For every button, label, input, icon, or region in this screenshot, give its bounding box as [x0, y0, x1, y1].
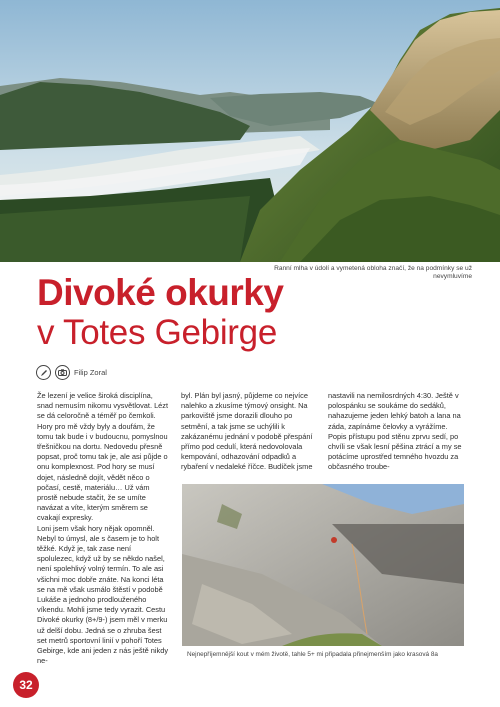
hero-caption: Ranní mlha v údolí a vymetená obloha značí, že na podmínky se už nevymluvíme — [274, 265, 472, 280]
mountain-valley-image — [0, 0, 500, 262]
text-column-2 — [181, 391, 321, 473]
paragraph: nastavili na nemilosrdných 4:30. Ještě v polospánku se soukáme do sedáků, nahazujeme jeden lehký batoh a lana na záda, zapínáme čelovky a vyrážíme. Popis přístupu pod stěnu zprvu sedí, po chvíli se však lesní pěšina ztrácí a my se potácíme uprostřed temného hvozdu za občasného troube- — [328, 391, 462, 472]
paragraph: Že lezení je velice široká disciplína, snad nemusím nikomu vysvětlovat. Lézt se dá celoročně a téměř po čemkoli. Hory pro mě vždy byly a doufám, že tomu tak bude i v budoucnu, pomyslnou třešničkou na dortu. Nedovedu přesně popsat, proč tomu tak je, ale asi půjde o onu komplexnost. Pod hory se musí dojet, následně dojít, vědět něco o počasí, cestě, materiálu… Už vám prostě nebude stačit, že se umíte navázat a víte, kterým směrem se cvakají expresky. — [37, 391, 169, 523]
hero-photo — [0, 0, 500, 262]
climbing-photo — [182, 484, 464, 646]
article-title — [37, 274, 283, 350]
rock-wall-image — [182, 484, 464, 646]
paragraph: Loni jsem však hory nějak opomněl. Nebyl to úmysl, ale s časem je to holt těžké. Když je, tak zase není spolulezec, když už by se někdo našel, není spolehlivý volný termín. To ale asi všichni moc dobře znáte. Na konci léta se na mě však usmálo štěstí v podobě Lukáše a jednoho prodlouženého víkendu. Mohli jsme tedy vyrazit. Cestu Divoké okurky (8+/9-) jsem měl v merku už delší dobu. Jedná se o zhruba šest set metrů sportovní linií v pohoří Totes Gebirge, kde ani jeden z nás ještě nikdy ne- — [37, 523, 169, 666]
author-byline — [36, 365, 107, 380]
paragraph: byl. Plán byl jasný, půjdeme co nejvíce nalehko a zkusíme týmový onsight. Na parkoviště jsme dorazili dlouho po setmění, a tak jsme se uchýlili k zakázanému jednání v podobě přespání přímo pod cedulí, která nedovolovala kempování, odhazování odpadků a rybaření v nedaleké říčce. Budíček jsme — [181, 391, 313, 472]
text-column-1 — [37, 391, 170, 666]
photo-caption: Nejnepříjemnější kout v mém životě, tahle 5+ mi připadala přinejmenším jako krasová 8a — [187, 651, 438, 658]
camera-icon — [55, 365, 70, 380]
author-name: Filip Zoral — [74, 368, 107, 377]
title-line-2: v Totes Gebirge — [37, 313, 277, 352]
pen-icon — [36, 365, 51, 380]
text-column-3 — [328, 391, 468, 473]
page-number: 32 — [13, 672, 39, 698]
title-line-1: Divoké okurky — [37, 272, 284, 313]
